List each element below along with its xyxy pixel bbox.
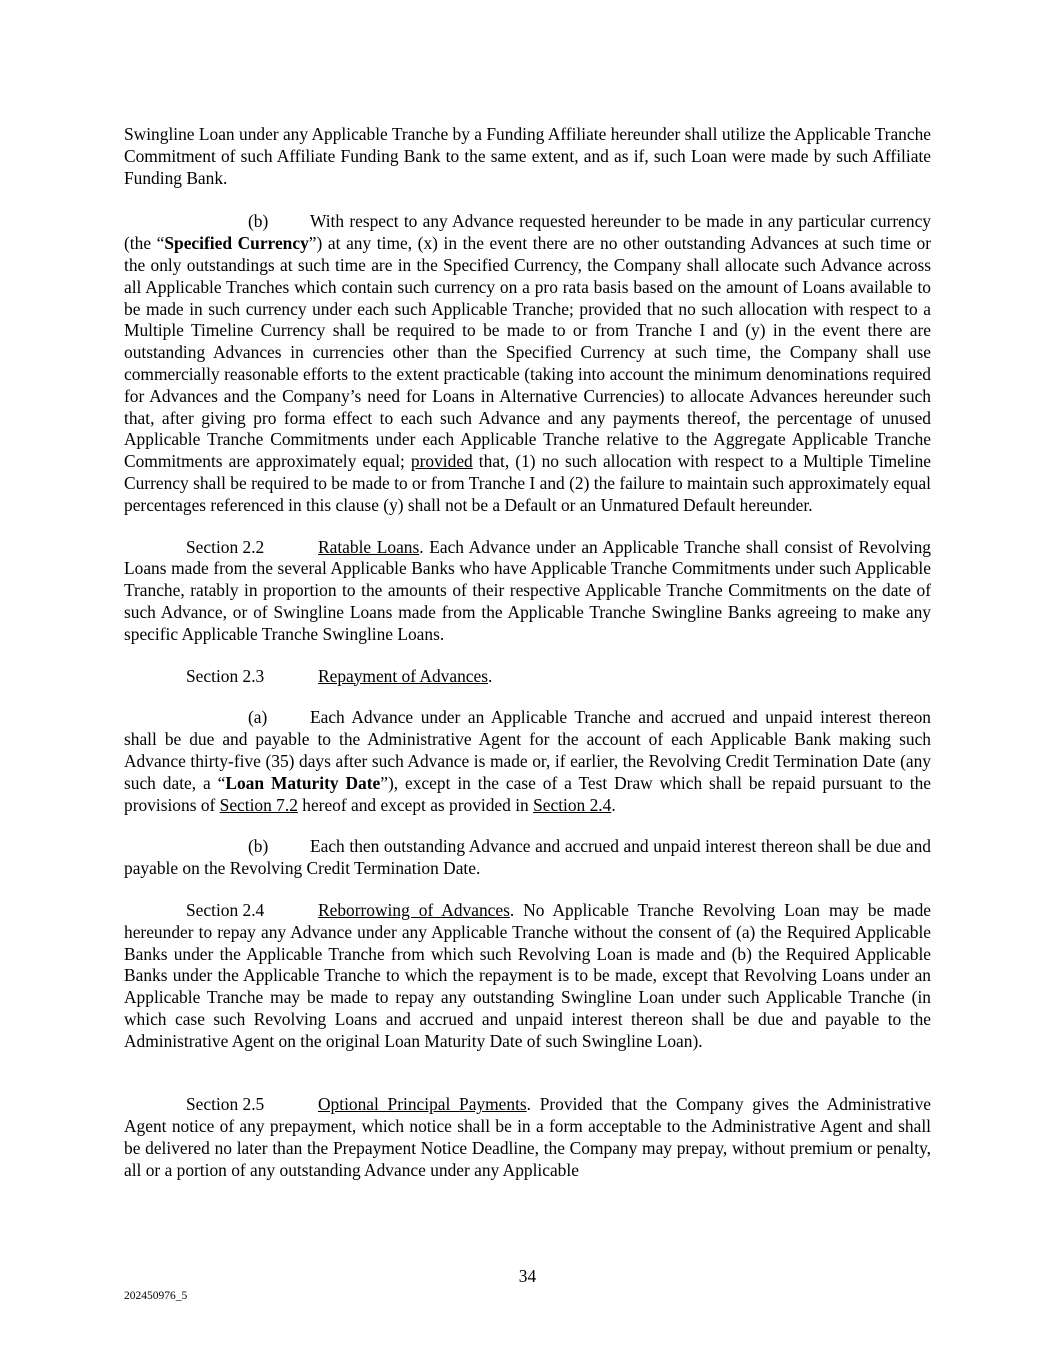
defined-term: Loan Maturity Date	[225, 772, 381, 793]
clause-text: .	[611, 794, 616, 815]
section-2-4	[124, 900, 931, 1053]
section-title: Optional Principal Payments	[318, 1094, 527, 1115]
defined-term: Specified Currency	[164, 233, 309, 254]
section-2-5	[124, 1094, 931, 1181]
section-2-3-heading	[124, 666, 931, 688]
section-title-end: .	[488, 665, 493, 686]
clause-label: (b)	[248, 211, 269, 232]
cross-reference: Section 2.4	[533, 794, 612, 815]
clause-text: ”), except in the case of a Test Draw which shall be repaid pursuant to the provisions of	[124, 772, 932, 815]
clause-text: Each Advance under an Applicable Tranche and accrued and unpaid interest thereon shall be due and payable to the Administrative Agent for the account of each Applicable Bank making such Advance thirty-five (35) days after such Advance is made or, if earlier, the Revolving Credit Termination Date (any such date, a “	[124, 707, 931, 793]
section-title: Reborrowing of Advances	[318, 899, 510, 920]
section-number: Section 2.5	[186, 1094, 265, 1115]
paragraph-continuation: Swingline Loan under any Applicable Tranche by a Funding Affiliate hereunder shall utilize the Applicable Tranche Commitment of such Affiliate Funding Bank to the same extent, and as if, such Loan were made by such Affiliate Funding Bank.	[124, 124, 931, 188]
clause-text: ”) at any time, (x) in the event there are no other outstanding Advances at such time or the only outstandings at such time are in the Specified Currency, the Company shall allocate such Advance across all Applicable Tranches which contain such currency on a pro rata basis based on the amount of Loans available to be made in such currency under each such Applicable Tranche; provided that no such allocation with respect to a Multiple Timeline Currency shall be required to be made to or from Tranche I and (y) in the event there are outstanding Advances in currencies other than the Specified Currency at such time, the Company shall use commercially reasonable efforts to the extent practicable (taking into account the minimum denominations required for Advances and the Company’s need for Loans in Alternative Currencies) to allocate Advances hereunder such that, after giving pro forma effect to each such Advance and any payments thereof, the percentage of unused Applicable Tranche Commitments under each Applicable Tranche relative to the Aggregate Applicable Tranche Commitments are approximately equal;	[124, 233, 931, 472]
section-text: . Provided that the Company gives the Administrative Agent notice of any prepayment, which notice shall be in a form acceptable to the Administrative Agent and shall be delivered no later than the Prepayment Notice Deadline, the Company may prepay, without premium or penalty, all or a portion of any outstanding Advance under any Applicable	[124, 1094, 931, 1180]
section-number: Section 2.2	[186, 536, 265, 557]
document-page	[124, 124, 931, 1182]
underlined-term: provided	[410, 451, 473, 472]
section-text: . Each Advance under an Applicable Tranche shall consist of Revolving Loans made from the several Applicable Banks who have Applicable Tranche Commitments under such Applicable Tranche, ratably in proportion to the amounts of their respective Applicable Tranche Commitments on the date of such Advance, or of Swingline Loans made from the Applicable Tranche Swingline Banks agreeing to make any specific Applicable Tranche Swingline Loans.	[124, 536, 931, 644]
section-title: Ratable Loans	[318, 536, 420, 557]
clause-text: hereof and except as provided in	[297, 794, 534, 815]
section-2-2	[124, 537, 931, 646]
page-number: 34	[518, 1266, 537, 1286]
section-2-3-b	[124, 836, 931, 880]
clause-label: (b)	[248, 836, 269, 857]
document-id: 202450976_5	[124, 1290, 188, 1302]
cross-reference: Section 7.2	[219, 794, 298, 815]
section-number: Section 2.3	[186, 665, 265, 686]
section-title: Repayment of Advances	[318, 665, 488, 686]
clause-text: that, (1) no such allocation with respect to a Multiple Timeline Currency shall be required to be made to or from Tranche I and (2) the failure to maintain such approximately equal percentages referenced in this clause (y) shall not be a Default or an Unmatured Default hereunder.	[124, 451, 931, 515]
clause-label: (a)	[248, 707, 268, 728]
section-text: . No Applicable Tranche Revolving Loan may be made hereunder to repay any Advance under any Applicable Tranche without the consent of (a) the Required Applicable Banks under the Applicable Tranche from which such Revolving Loan is made and (b) the Required Applicable Banks under the Applicable Tranche to which the repayment is to be made, except that Revolving Loans under an Applicable Tranche may be made to repay any outstanding Swingline Loan under such Applicable Tranche (in which case such Revolving Loans and accrued and unpaid interest thereon shall be due and payable to the Administrative Agent on the original Loan Maturity Date of such Swingline Loan).	[124, 899, 931, 1051]
section-number: Section 2.4	[186, 899, 265, 920]
clause-text: With respect to any Advance requested hereunder to be made in any particular currency (the “	[124, 211, 931, 254]
paragraph-2-1-b	[124, 211, 931, 516]
section-2-3-a	[124, 707, 931, 816]
clause-text: Each then outstanding Advance and accrued and unpaid interest thereon shall be due and payable on the Revolving Credit Termination Date.	[124, 836, 931, 879]
